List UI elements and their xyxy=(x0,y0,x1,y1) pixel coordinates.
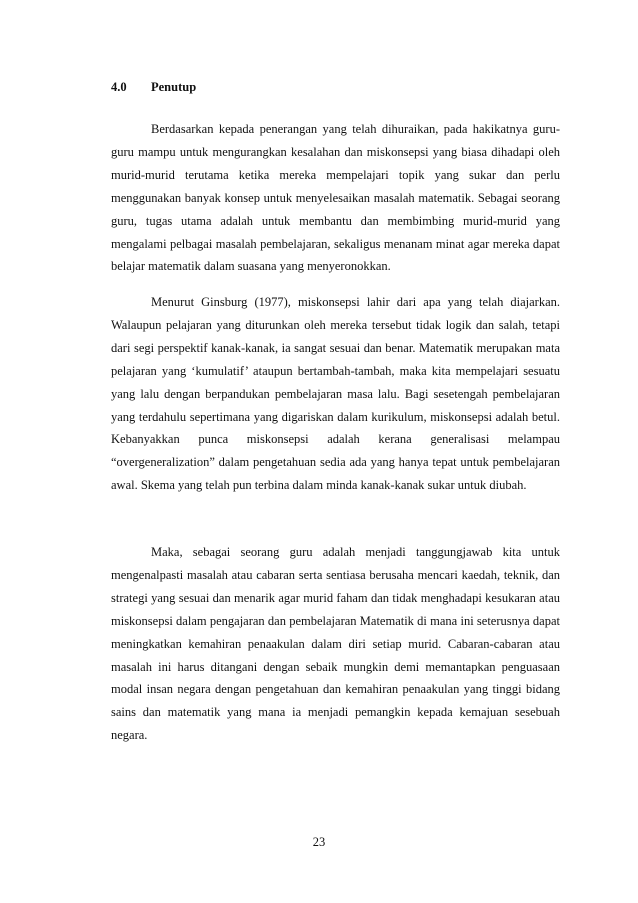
section-heading xyxy=(111,79,196,95)
paragraph-3: Maka, sebagai seorang guru adalah menjadi tanggungjawab kita untuk mengenalpasti masalah atau cabaran serta sentiasa berusaha mencari kaedah, teknik, dan strategi yang sesuai dan menarik agar murid faham dan tidak menghadapi kesukaran atau miskonsepsi dalam pengajaran dan pembelajaran Matematik di mana ini seterusnya dapat meningkatkan kemahiran penaakulan dalam diri setiap murid. Cabaran-cabaran atau masalah ini harus ditangani dengan sebaik mungkin demi memantapkan penguasaan modal insan negara dengan pengetahuan dan kemahiran penaakulan yang tinggi bidang sains dan matematik yang mana ia menjadi pemangkin kepada kemajuan sesebuah negara. xyxy=(111,545,560,743)
paragraph-2: Menurut Ginsburg (1977), miskonsepsi lahir dari apa yang telah diajarkan. Walaupun pelajaran yang diturunkan oleh mereka tersebut tidak logik dan salah, tetapi dari segi perspektif kanak-kanak, ia sangat sesuai dan benar. Matematik merupakan mata pelajaran yang ‘kumulatif’ ataupun bertambah-tambah, maka kita mempelajari sesuatu yang lalu dengan berpandukan pembelajaran masa lalu. Bagi sesetengah pembelajaran yang terdahulu sepertimana yang digariskan dalam kurikulum, miskonsepsi adalah betul. Kebanyakkan punca miskonsepsi adalah kerana generalisasi melampau “overgeneralization” dalam pengetahuan sedia ada yang hanya tepat untuk pembelajaran awal. Skema yang telah pun terbina dalam minda kanak-kanak sukar untuk diubah. xyxy=(111,295,560,493)
page-number: 23 xyxy=(312,835,326,849)
paragraph-1: Berdasarkan kepada penerangan yang telah dihuraikan, pada hakikatnya guru-guru mampu untuk mengurangkan kesalahan dan miskonsepsi yang biasa dihadapi oleh murid-murid terutama ketika mereka mempelajari topik yang sukar dan perlu menggunakan banyak konsep untuk menyelesaikan masalah matematik. Sebagai seorang guru, tugas utama adalah untuk membantu dan membimbing murid-murid yang mengalami pelbagai masalah pembelajaran, sekaligus menanam minat agar mereka dapat belajar matematik dalam suasana yang menyeronokkan. xyxy=(111,122,560,274)
section-title: Penutup xyxy=(151,80,197,94)
section-number: 4.0 xyxy=(111,80,127,94)
